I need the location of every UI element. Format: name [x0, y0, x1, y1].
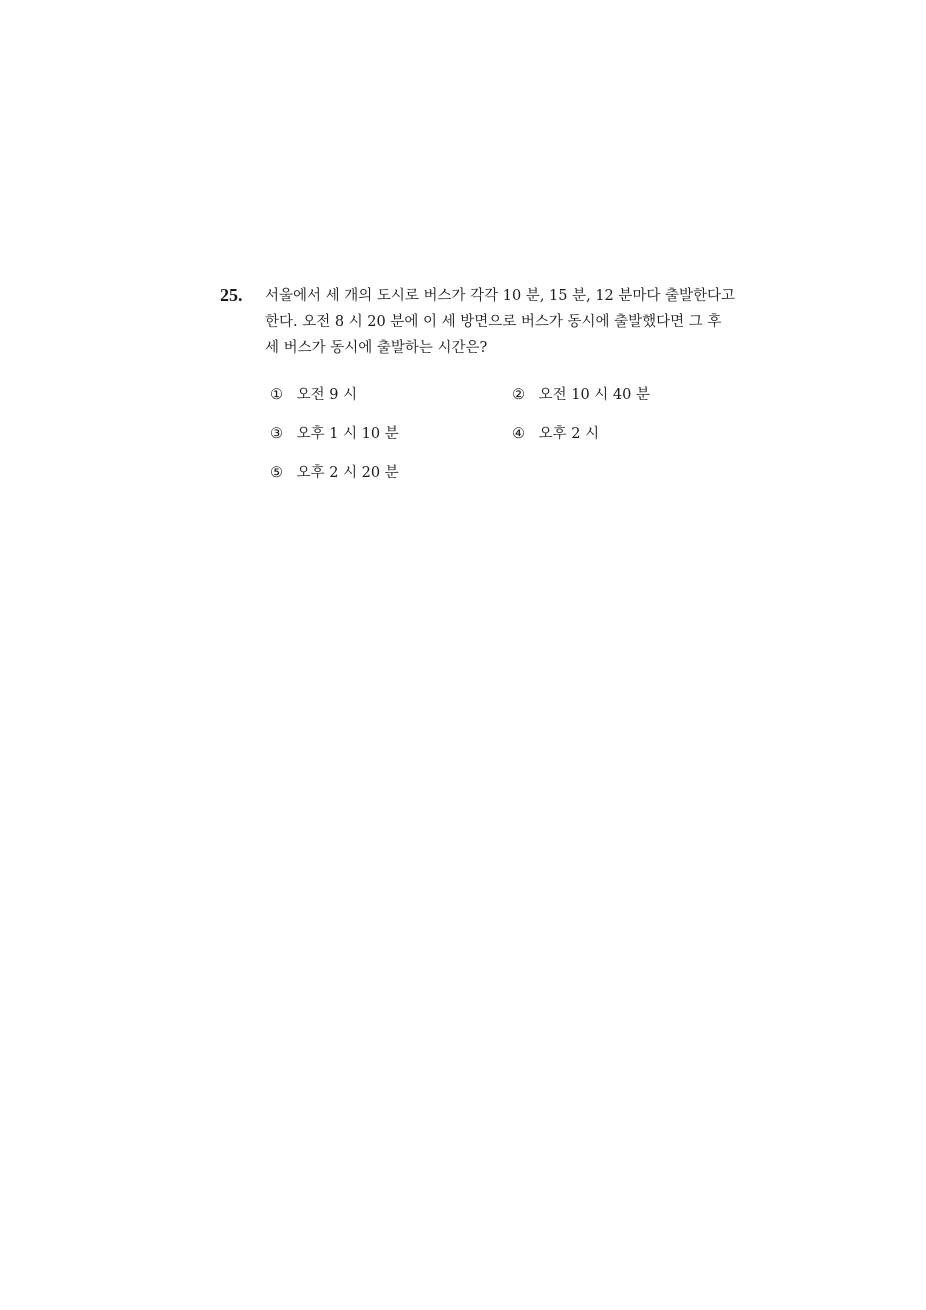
choice-text: 오후 1 시 10 분 — [296, 426, 399, 442]
choice-marker: ① — [270, 387, 283, 403]
stem-line: 세 버스가 동시에 출발하는 시간은? — [265, 340, 488, 356]
question-number: 25. — [220, 285, 243, 305]
question-stem — [265, 283, 775, 361]
choice-marker: ⑤ — [270, 465, 283, 481]
choice-text: 오후 2 시 — [538, 426, 600, 442]
stem-line: 서울에서 세 개의 도시로 버스가 각각 10 분, 15 분, 12 분마다 출발한다고 — [265, 288, 736, 304]
choice-5[interactable] — [270, 462, 399, 484]
stem-line: 한다. 오전 8 시 20 분에 이 세 방면으로 버스가 동시에 출발했다면 그 후 — [265, 314, 722, 330]
choice-text: 오전 10 시 40 분 — [538, 387, 650, 403]
choice-text: 오후 2 시 20 분 — [296, 465, 399, 481]
choice-marker: ② — [512, 387, 525, 403]
choice-2[interactable] — [512, 384, 650, 406]
choice-4[interactable] — [512, 423, 599, 445]
choice-marker: ③ — [270, 426, 283, 442]
choice-1[interactable] — [270, 384, 357, 406]
choice-marker: ④ — [512, 426, 525, 442]
choice-text: 오전 9 시 — [296, 387, 358, 403]
choice-3[interactable] — [270, 423, 399, 445]
